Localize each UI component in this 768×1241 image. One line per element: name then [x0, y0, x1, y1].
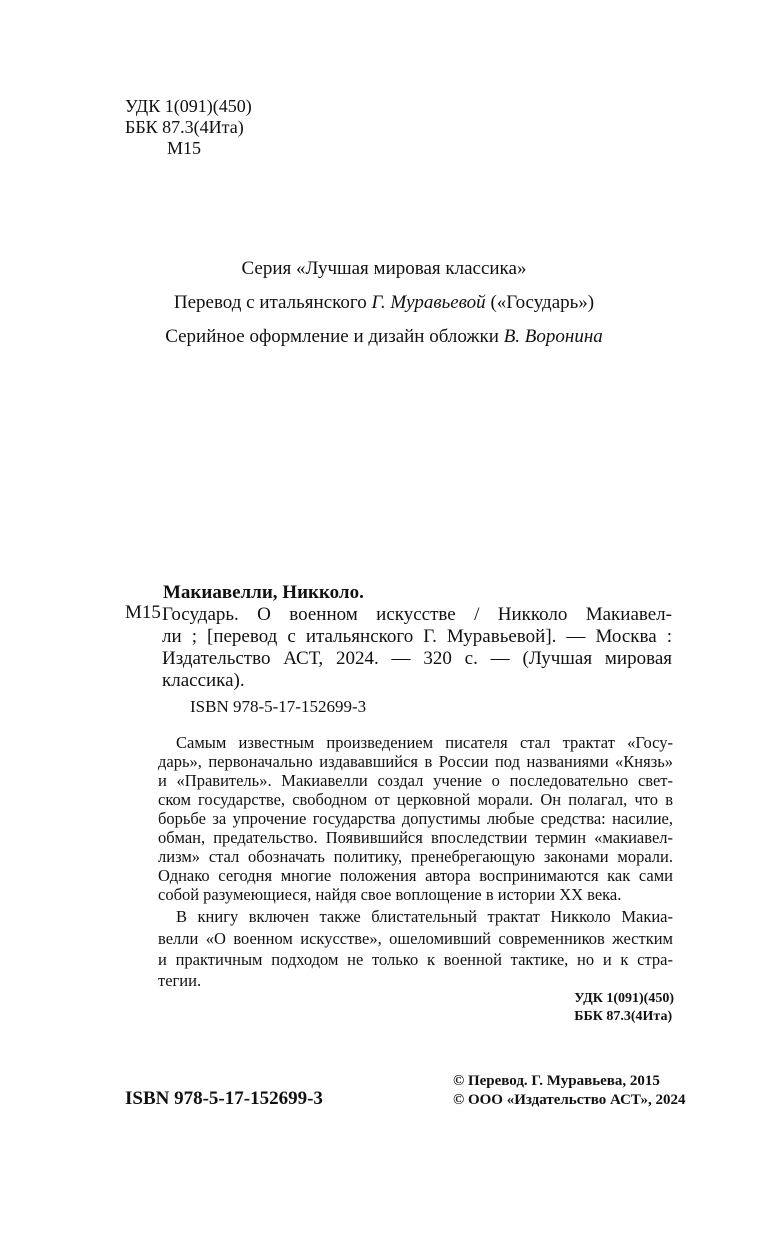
translator-name: Г. Муравьевой: [371, 292, 486, 313]
annotation-line: и практичным подходом не только к военной тактике, но и к стра-: [158, 950, 673, 969]
card-description-line: Государь. О военном искусстве / Никколо Макиавел-: [162, 604, 672, 625]
card-description-line: Издательство АСТ, 2024. — 320 с. — (Лучшая мировая: [162, 648, 672, 669]
isbn-bottom: ISBN 978-5-17-152699-3: [125, 1088, 323, 1109]
annotation-line: В книгу включен также блистательный трактат Никколо Макиа-: [176, 907, 673, 926]
annotation-line: велли «О военном искусстве», ошеломивший современников жестким: [158, 929, 673, 948]
annotation-line: собой разумеющиеся, найдя свое воплощение в истории XX века.: [158, 885, 622, 904]
design-credit: [0, 326, 768, 348]
annotation-line: Самым известным произведением писателя стал трактат «Госу-: [176, 733, 673, 752]
card-description-line: ли ; [перевод с итальянского Г. Муравьевой]. — Москва :: [162, 626, 672, 647]
classification-block-bottom: [574, 990, 674, 1026]
design-prefix: Серийное оформление и дизайн обложки: [165, 326, 499, 347]
card-description-line: классика).: [162, 670, 245, 691]
classification-block-top: [125, 96, 252, 159]
annotation-line: лизм» стал обозначать политику, пренебрегающую законами морали.: [158, 847, 673, 866]
annotation-line: тегии.: [158, 971, 202, 990]
bbk-code: ББК 87.3(4Ита): [574, 1009, 673, 1024]
translation-credit: [0, 292, 768, 314]
annotation-line: ском государстве, свободном от церковной морали. Он полагал, что в: [158, 790, 673, 809]
udk-code: УДК 1(091)(450): [125, 96, 252, 116]
copyright-translation: © Перевод. Г. Муравьева, 2015: [453, 1073, 660, 1089]
card-author-mark: М15: [125, 602, 161, 623]
udk-code: УДК 1(091)(450): [574, 991, 674, 1006]
translation-suffix: («Государь»): [490, 292, 595, 313]
annotation-line: борьбе за упрочение государства допустимы любые средства: насилие,: [158, 809, 673, 828]
annotation-line: Однако сегодня многие положения автора воспринимаются как сами: [158, 866, 673, 885]
copyright-publisher: © ООО «Издательство АСТ», 2024: [453, 1092, 686, 1108]
translation-prefix: Перевод с итальянского: [173, 292, 367, 313]
series-line: Серия «Лучшая мировая классика»: [241, 258, 527, 279]
annotation-line: дарь», первоначально издававшийся в России под названиями «Князь»: [158, 752, 673, 771]
author-mark: М15: [167, 138, 202, 158]
annotation-line: и «Правитель». Макиавелли создал учение о последовательно свет-: [158, 771, 673, 790]
card-author: Макиавелли, Никколо.: [163, 582, 364, 603]
bbk-code: ББК 87.3(4Ита): [125, 117, 244, 137]
designer-name: В. Воронина: [503, 326, 603, 347]
annotation-line: обман, предательство. Появившийся впоследствии термин «макиавел-: [158, 828, 673, 847]
copyright-block: [453, 1072, 686, 1110]
card-isbn: ISBN 978-5-17-152699-3: [190, 697, 367, 716]
